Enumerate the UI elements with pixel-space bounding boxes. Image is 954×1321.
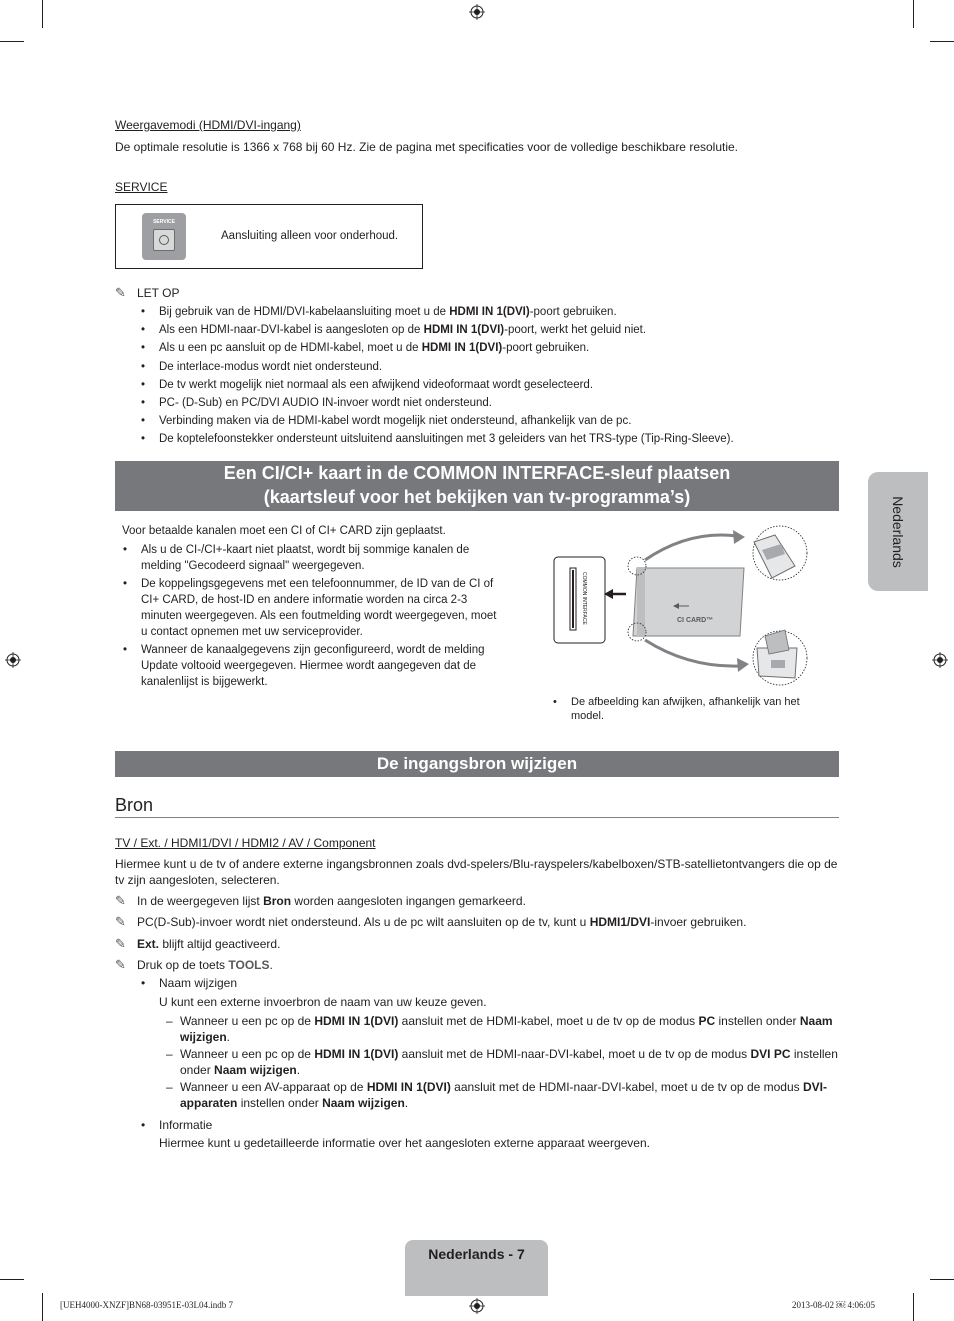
ci-section-title-line1: Een CI/CI+ kaart in de COMMON INTERFACE-sleuf plaatsen <box>223 463 731 483</box>
registration-mark-icon <box>932 652 948 668</box>
ci-figure-note: • De afbeelding kan afwijken, afhankelijk van het model. <box>571 695 811 723</box>
bron-note-1: ✎ In de weergegeven lijst Bron worden aangesloten ingangen gemarkeerd. <box>115 894 526 909</box>
source-section-title-bar: De ingangsbron wijzigen <box>115 751 839 777</box>
info-item <box>159 1117 839 1151</box>
crop-mark <box>913 1293 914 1321</box>
registration-mark-icon <box>469 1298 485 1314</box>
crop-mark <box>913 0 914 28</box>
ci-bullet-item: • De koppelingsgegevens met een telefoonnummer, de ID van de CI of CI+ CARD, de host-ID en andere informatie worden na circa 2-3 minuten weergegeven. Als een foutmelding wordt weergegeven, moet u contact opnemen met uw serviceprovider. <box>141 576 506 640</box>
service-box <box>115 204 423 269</box>
bron-note-4: ✎ Druk op de toets TOOLS. <box>115 958 273 973</box>
ci-figure-note-list <box>571 695 811 723</box>
let-op-title: ✎ LET OP <box>115 286 180 301</box>
ci-card-label: CI CARD™ <box>677 617 714 624</box>
bron-subheading: TV / Ext. / HDMI1/DVI / HDMI2 / AV / Component <box>115 836 376 850</box>
tools-list <box>159 975 839 1151</box>
ci-section-title-line2: (kaartsleuf voor het bekijken van tv-programma’s) <box>263 487 691 507</box>
rename-title: • Naam wijzigen <box>159 976 238 990</box>
rename-subitem: – Wanneer u een pc op de HDMI IN 1(DVI) aansluit met de HDMI-kabel, moet u de tv op de modus PC instellen onder Naam wijzigen. <box>166 1014 833 1044</box>
let-op-item: • PC- (D-Sub) en PC/DVI AUDIO IN-invoer wordt niet ondersteund. <box>159 395 849 411</box>
rename-desc: U kunt een externe invoerbron de naam van uw keuze geven. <box>159 995 487 1009</box>
service-port-icon <box>142 213 186 260</box>
note-pencil-icon: ✎ <box>115 937 126 952</box>
let-op-item: • Verbinding maken via de HDMI-kabel wordt mogelijk niet ondersteund, afhankelijk van de pc. <box>159 413 849 429</box>
let-op-list <box>159 304 849 450</box>
let-op-item: • Als u een pc aansluit op de HDMI-kabel, moet u de HDMI IN 1(DVI)-poort gebruiken. <box>159 340 849 356</box>
let-op-item: • De tv werkt mogelijk niet normaal als een afwijkend videoformaat wordt geselecteerd. <box>159 377 849 393</box>
rename-subitem: – Wanneer u een pc op de HDMI IN 1(DVI) aansluit met de HDMI-naar-DVI-kabel, moet u de tv op de modus DVI PC instellen onder Naam wijzigen. <box>166 1047 838 1077</box>
bron-note-3: ✎ Ext. blijft altijd geactiveerd. <box>115 937 281 952</box>
ci-bullet-item: • Als u de CI-/CI+-kaart niet plaatst, wordt bij sommige kanalen de melding "Gecodeerd signaal" weergegeven. <box>141 542 506 574</box>
registration-mark-icon <box>5 652 21 668</box>
let-op-item: • Als een HDMI-naar-DVI-kabel is aangesloten op de HDMI IN 1(DVI)-poort, werkt het geluid niet. <box>159 322 849 338</box>
display-modes-heading: Weergavemodi (HDMI/DVI-ingang) <box>115 118 301 132</box>
ci-card-illustration <box>549 520 813 695</box>
crop-mark <box>0 41 24 42</box>
let-op-item: • De koptelefoonstekker ondersteunt uitsluitend aansluitingen met 3 geleiders van het TRS-type (Tip-Ring-Sleeve). <box>159 431 849 447</box>
bron-heading: Bron <box>115 795 154 815</box>
rename-subitem: – Wanneer u een AV-apparaat op de HDMI IN 1(DVI) aansluit met de HDMI-naar-DVI-kabel, moet u de tv op de modus DVI-apparaten instellen onder Naam wijzigen. <box>166 1080 827 1110</box>
note-pencil-icon: ✎ <box>115 894 126 909</box>
ci-slot-label: COMMON INTERFACE <box>581 572 587 625</box>
page-number-label: Nederlands - 7 <box>428 1246 525 1262</box>
ci-bullet-item: • Wanneer de kanaalgegevens zijn geconfigureerd, wordt de melding Update voltooid weergegeven. Hiermee wordt aangegeven dat de kanalenlijst is bijgewerkt. <box>141 642 506 690</box>
registration-mark-icon <box>469 4 485 20</box>
service-caption: Aansluiting alleen voor onderhoud. <box>221 230 399 242</box>
display-modes-text: De optimale resolutie is 1366 x 768 bij 60 Hz. Zie de pagina met specificaties voor de volledige beschikbare resolutie. <box>115 140 739 154</box>
side-tab <box>868 472 928 591</box>
footer-right: 2013-08-02 ￼ 4:06:05 <box>792 1300 875 1310</box>
note-pencil-icon: ✎ <box>115 915 126 930</box>
crop-mark <box>0 1279 24 1280</box>
bron-note-2: ✎ PC(D-Sub)-invoer wordt niet ondersteund. Als u de pc wilt aansluiten op de tv, kunt u HDMI1/DVI-invoer gebruiken. <box>115 915 747 930</box>
crop-mark <box>42 1293 43 1321</box>
page-number-tab <box>405 1240 548 1296</box>
crop-mark <box>42 0 43 28</box>
bron-intro: Hiermee kunt u de tv of andere externe ingangsbronnen zoals dvd-spelers/Blu-rayspelers/kabelboxen/STB-satellietontvangers die op de tv zijn aangesloten, selecteren. <box>115 857 838 887</box>
info-desc: Hiermee kunt u gedetailleerde informatie over het aangesloten externe apparaat weergeven. <box>159 1136 650 1150</box>
footer-left: [UEH4000-XNZF]BN68-03951E-03L04.indb 7 <box>60 1300 233 1310</box>
side-tab-label: Nederlands <box>890 496 906 568</box>
bron-divider <box>115 817 839 818</box>
let-op-item: • De interlace-modus wordt niet ondersteund. <box>159 359 849 375</box>
rename-subitems <box>166 1013 839 1111</box>
info-title: • Informatie <box>159 1118 213 1132</box>
crop-mark <box>930 41 954 42</box>
rename-item <box>159 975 839 1111</box>
ci-section-title-bar <box>115 461 839 511</box>
let-op-item: • Bij gebruik van de HDMI/DVI-kabelaansluiting moet u de HDMI IN 1(DVI)-poort gebruiken. <box>159 304 849 320</box>
note-pencil-icon: ✎ <box>115 958 126 973</box>
ci-intro: Voor betaalde kanalen moet een CI of CI+ CARD zijn geplaatst. <box>122 525 446 537</box>
note-pencil-icon: ✎ <box>115 286 126 301</box>
service-port-label: SERVICE <box>153 219 175 225</box>
service-heading: SERVICE <box>115 180 168 194</box>
crop-mark <box>930 1279 954 1280</box>
ci-bullet-list <box>141 542 506 692</box>
